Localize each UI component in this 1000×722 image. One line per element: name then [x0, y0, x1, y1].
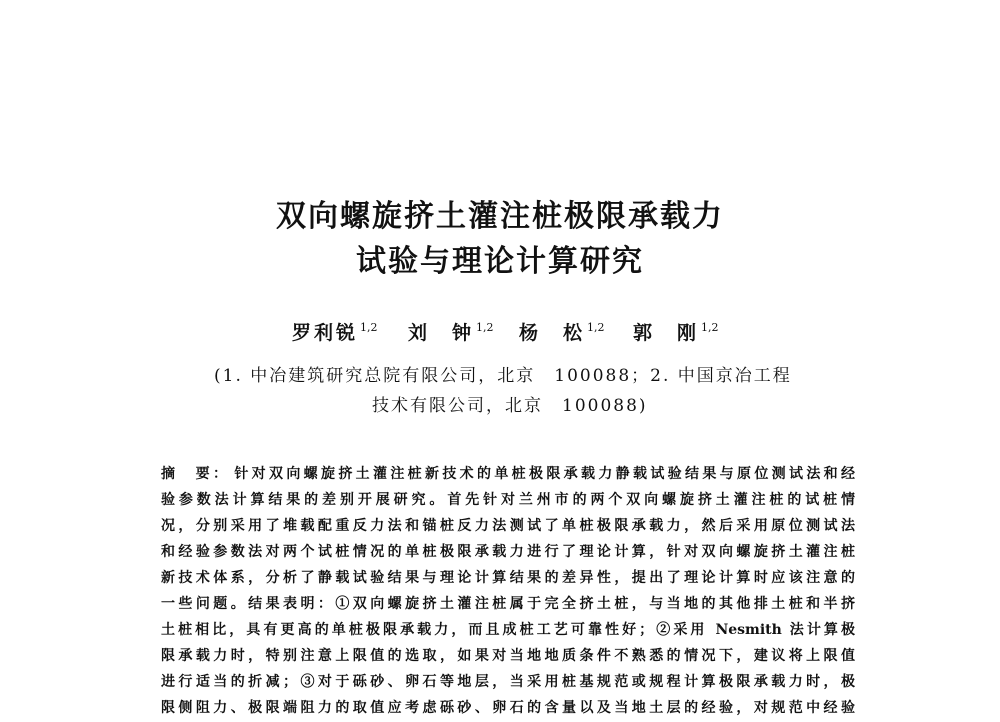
abstract-line: 新技术体系，分析了静载试验结果与理论计算结果的差异性，提出了理论计算时应该注意的 — [161, 570, 855, 586]
author-affiliation-mark: 1,2 — [701, 321, 719, 334]
author-affiliation-mark: 1,2 — [360, 321, 378, 334]
author-3 — [519, 318, 605, 345]
author-1 — [292, 318, 378, 345]
abstract-line: 况，分别采用了堆载配重反力法和锚桩反力法测试了单桩极限承载力，然后采用原位测试法 — [161, 518, 855, 534]
author-name: 杨 松 — [519, 322, 586, 344]
author-name: 刘 钟 — [408, 322, 475, 344]
abstract-line: 一些问题。结果表明：①双向螺旋挤土灌注桩属于完全挤土桩，与当地的其他排土桩和半挤 — [161, 596, 855, 612]
affiliation-line-2: 技术有限公司，北京 100088) — [372, 396, 648, 416]
author-name: 罗利锐 — [292, 322, 359, 344]
abstract-line: 限承载力时，特别注意上限值的选取，如果对当地地质条件不熟悉的情况下，建议将上限值 — [161, 648, 855, 664]
paper-title-line-1: 双向螺旋挤土灌注桩极限承载力 — [276, 199, 724, 234]
author-affiliation-mark: 1,2 — [587, 321, 605, 334]
abstract-line: 和经验参数法对两个试桩情况的单桩极限承载力进行了理论计算，针对双向螺旋挤土灌注桩 — [161, 544, 855, 560]
abstract-line: 限侧阻力、极限端阻力的取值应考虑砾砂、卵石的含量以及当地土层的经验，对规范中经验 — [161, 700, 855, 716]
abstract-line: 进行适当的折减；③对于砾砂、卵石等地层，当采用桩基规范或规程计算极限承载力时，极 — [161, 674, 855, 690]
paper-title-line-2: 试验与理论计算研究 — [356, 244, 644, 279]
abstract-line: 验参数法计算结果的差别开展研究。首先针对兰州市的两个双向螺旋挤土灌注桩的试桩情 — [161, 492, 855, 508]
abstract-label: 摘 要： — [161, 466, 231, 482]
author-list — [0, 318, 1000, 348]
author-4 — [633, 318, 719, 345]
author-affiliation-mark: 1,2 — [476, 321, 494, 334]
abstract-line: 土桩相比，具有更高的单桩极限承载力，而且成桩工艺可靠性好；②采用 Nesmith 法计算极 — [161, 622, 855, 638]
abstract-text: 针对双向螺旋挤土灌注桩新技术的单桩极限承载力静载试验结果与原位测试法和经 — [234, 466, 855, 482]
abstract-line — [161, 461, 855, 487]
author-2 — [408, 318, 494, 345]
author-name: 郭 刚 — [633, 322, 700, 344]
abstract — [161, 461, 855, 721]
affiliation-line-1: (1. 中冶建筑研究总院有限公司，北京 100088；2. 中国京冶工程 — [214, 366, 792, 386]
